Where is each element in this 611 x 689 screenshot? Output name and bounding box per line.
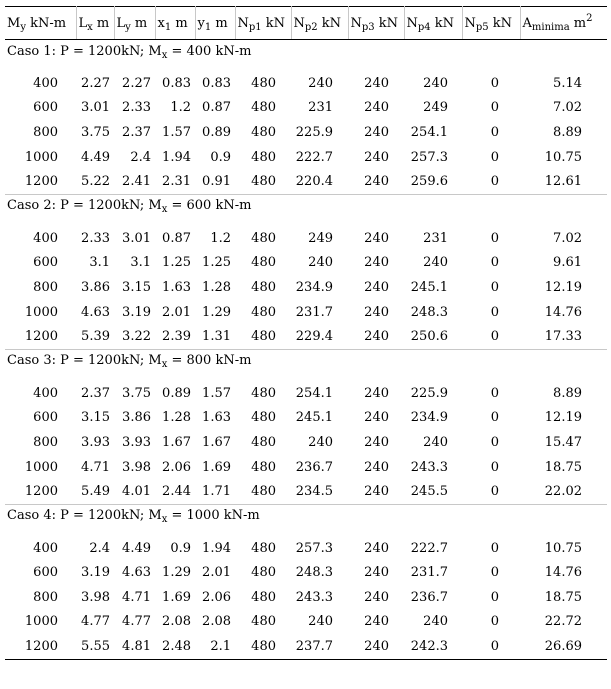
table-cell: 1.25 [202,255,231,271]
table-cell: 480 [251,174,276,190]
header-ly: $L_y$ m [114,7,155,40]
table-cell: 237.7 [291,634,348,659]
table-cell: 0 [490,149,499,165]
table-cell: 2.39 [162,329,191,345]
header-y1: $y_1$ m [195,7,235,40]
table-row [5,585,607,610]
table-row [5,275,607,300]
table-cell: 0 [490,589,499,605]
table-cell: 234.9 [410,410,448,426]
table-row [5,226,607,251]
table-cell: 0 [490,230,499,246]
table-cell: 400 [33,75,58,91]
table-cell: 480 [251,484,276,500]
section-spacer [5,217,607,226]
table-cell: 243.3 [295,589,333,605]
table-cell: 0 [490,459,499,475]
table-cell: 480 [251,279,276,295]
table-cell: 1.29 [162,565,191,581]
table-row [5,120,607,145]
table-cell: 9.61 [553,255,582,271]
table-cell: 2.27 [81,75,110,91]
table-cell: 254.1 [410,124,448,140]
table-cell: 1.71 [202,484,231,500]
table-cell: 2.06 [162,459,191,475]
table-cell: 1000 [24,459,58,475]
table-cell: 240 [364,385,389,401]
table-cell: 236.7 [295,459,333,475]
table-cell: 3.93 [122,434,151,450]
table-cell: 480 [251,329,276,345]
table-cell: 10.75 [544,149,582,165]
table-cell: 2.37 [122,124,151,140]
table-cell: 1.2 [210,230,231,246]
table-cell: 240 [364,434,389,450]
table-cell: 240 [364,459,389,475]
table-cell: 2.33 [81,230,110,246]
table-cell: 222.7 [295,149,333,165]
table-cell: 2.33 [122,100,151,116]
table-cell: 600 [33,255,58,271]
table-cell: 1000 [24,304,58,320]
table-cell: 3.1 [130,255,151,271]
table-cell: 240 [364,279,389,295]
table-cell: 18.75 [544,459,582,475]
header-x1: $x_1$ m [155,7,195,40]
table-cell: 0 [490,304,499,320]
table-row [5,479,607,504]
table-cell: 0.89 [162,385,191,401]
header-np4: $N_{p4}$ kN [404,7,462,40]
table-cell: 234.5 [295,484,333,500]
table-cell: 800 [33,279,58,295]
table-cell: 240 [364,75,389,91]
table-cell: 0.9 [170,540,191,556]
table-cell: 14.76 [544,304,582,320]
table-cell: 0 [490,565,499,581]
results-table [5,6,607,660]
table-cell: 240 [348,634,404,659]
table-cell: 2.08 [162,614,191,630]
table-cell: 3.98 [122,459,151,475]
table-cell: 0 [490,174,499,190]
table-cell: 234.9 [295,279,333,295]
table-cell: 240 [364,329,389,345]
table-cell: 26.69 [520,634,607,659]
table-cell: 0.83 [202,75,231,91]
table-cell: 14.76 [544,565,582,581]
table-cell: 4.01 [122,484,151,500]
table-cell: 0.87 [202,100,231,116]
table-cell: 800 [33,434,58,450]
table-row [5,430,607,455]
table-cell: 245.1 [410,279,448,295]
table-row [5,381,607,406]
section-caption-row [5,194,607,217]
table-cell: 1.94 [162,149,191,165]
section-caption: Caso 1: P = 1200kN; $M_x = 400$ kN-m [5,40,607,63]
table-cell: 800 [33,124,58,140]
section-spacer [5,62,607,71]
table-cell: 1.25 [162,255,191,271]
table-cell: 231 [423,230,448,246]
section-caption-row [5,40,607,63]
table-cell: 0 [490,329,499,345]
table-cell: 4.77 [122,614,151,630]
table-cell: 2.08 [202,614,231,630]
table-cell: 231.7 [410,565,448,581]
table-cell: 600 [33,100,58,116]
table-cell: 4.63 [122,565,151,581]
table-cell: 4.81 [114,634,155,659]
table-cell: 7.02 [553,100,582,116]
table-cell: 240 [308,434,333,450]
table-cell: 250.6 [410,329,448,345]
table-cell: 2.41 [122,174,151,190]
table-cell: 1.28 [162,410,191,426]
table-cell: 0 [490,279,499,295]
table-cell: 1.57 [202,385,231,401]
section-caption: Caso 4: P = 1200kN; $M_x = 1000$ kN-m [5,504,607,527]
table-cell: 240 [308,255,333,271]
table-row [5,71,607,96]
table-cell: 480 [251,565,276,581]
table-row [5,300,607,325]
table-cell: 240 [364,255,389,271]
table-cell: 2.48 [155,634,195,659]
table-cell: 7.02 [553,230,582,246]
table-cell: 5.14 [553,75,582,91]
table-cell: 3.75 [122,385,151,401]
table-cell: 400 [33,385,58,401]
table-cell: 4.49 [122,540,151,556]
table-cell: 229.4 [295,329,333,345]
table-cell: 0 [490,410,499,426]
table-cell: 4.49 [81,149,110,165]
table-cell: 0 [490,540,499,556]
table-cell: 1.29 [202,304,231,320]
table-cell: 800 [33,589,58,605]
table-cell: 249 [308,230,333,246]
table-cell: 240 [364,540,389,556]
table-cell: 480 [251,540,276,556]
table-cell: 0 [490,385,499,401]
table-cell: 243.3 [410,459,448,475]
table-row [5,406,607,431]
table-cell: 3.86 [81,279,110,295]
table-cell: 1000 [24,614,58,630]
table-cell: 5.22 [81,174,110,190]
table-cell: 257.3 [410,149,448,165]
table-cell: 257.3 [295,540,333,556]
table-cell: 240 [423,255,448,271]
table-cell: 480 [251,459,276,475]
table-cell: 1200 [24,484,58,500]
header-np2: $N_{p2}$ kN [291,7,348,40]
table-cell: 480 [251,589,276,605]
table-cell: 3.1 [89,255,110,271]
table-cell: 225.9 [410,385,448,401]
table-cell: 240 [423,434,448,450]
table-cell: 0.91 [202,174,231,190]
table-cell: 480 [251,124,276,140]
table-row [5,145,607,170]
table-cell: 4.77 [81,614,110,630]
table-cell: 2.31 [162,174,191,190]
table-cell: 4.71 [122,589,151,605]
table-cell: 1200 [24,329,58,345]
table-cell: 17.33 [544,329,582,345]
header-np5: $N_{p5}$ kN [462,7,520,40]
table-cell: 3.98 [81,589,110,605]
section-caption: Caso 3: P = 1200kN; $M_x = 800$ kN-m [5,349,607,372]
table-cell: 1.69 [202,459,231,475]
table-row [5,324,607,349]
table-cell: 254.1 [295,385,333,401]
table-cell: 3.15 [122,279,151,295]
table-cell: 240 [364,174,389,190]
table-cell: 1.94 [202,540,231,556]
table-cell: 1.67 [162,434,191,450]
table-cell: 249 [423,100,448,116]
table-cell: 4.71 [81,459,110,475]
table-cell: 240 [364,149,389,165]
table-cell: 240 [364,565,389,581]
table-cell: 3.22 [122,329,151,345]
section-caption: Caso 2: P = 1200kN; $M_x = 600$ kN-m [5,194,607,217]
section-caption-row [5,504,607,527]
table-cell: 240 [364,410,389,426]
table-cell: 8.89 [553,385,582,401]
table-row [5,536,607,561]
table-cell: 5.39 [81,329,110,345]
table-cell: 1.28 [202,279,231,295]
table-cell: 12.61 [544,174,582,190]
table-cell: 3.01 [122,230,151,246]
table-cell: 245.5 [410,484,448,500]
table-cell: 2.4 [89,540,110,556]
table-cell: 2.44 [162,484,191,500]
table-cell: 480 [251,434,276,450]
table-cell: 0.83 [162,75,191,91]
table-cell: 240 [364,124,389,140]
table-cell: 22.02 [544,484,582,500]
section-caption-row [5,349,607,372]
table-cell: 2.01 [202,565,231,581]
table-cell: 2.06 [202,589,231,605]
header-my: $M_y$ kN-m [5,7,76,40]
table-cell: 240 [308,75,333,91]
table-row [5,610,607,635]
table-cell: 8.89 [553,124,582,140]
table-row [5,251,607,276]
table-cell: 3.19 [122,304,151,320]
table-cell: 1000 [24,149,58,165]
table-cell: 245.1 [295,410,333,426]
table-cell: 1.67 [202,434,231,450]
table-cell: 0 [490,124,499,140]
table-cell: 400 [33,540,58,556]
table-cell: 1.63 [162,279,191,295]
table-cell: 0 [490,614,499,630]
table-cell: 480 [251,614,276,630]
table-cell: 3.86 [122,410,151,426]
table-cell: 2.27 [122,75,151,91]
table-cell: 231 [308,100,333,116]
table-cell: 600 [33,565,58,581]
table-cell: 480 [235,634,291,659]
table-cell: 1.57 [162,124,191,140]
table-row [5,169,607,194]
table-cell: 240 [423,75,448,91]
table-cell: 0 [490,255,499,271]
table-cell: 240 [423,614,448,630]
section-spacer [5,527,607,536]
table-cell: 248.3 [295,565,333,581]
table-cell: 1200 [5,634,76,659]
table-cell: 0.9 [210,149,231,165]
table-cell: 222.7 [410,540,448,556]
table-cell: 236.7 [410,589,448,605]
table-cell: 240 [364,614,389,630]
table-cell: 3.15 [81,410,110,426]
table-row [5,96,607,121]
table-cell: 1.31 [202,329,231,345]
table-cell: 12.19 [544,279,582,295]
header-amin: $A_{minima}$ $m^2$ [520,7,607,40]
table-cell: 240 [364,304,389,320]
table-cell: 1.69 [162,589,191,605]
header-lx: $L_x$ m [76,7,114,40]
table-cell: 0.89 [202,124,231,140]
table-cell: 480 [251,149,276,165]
table-cell: 240 [364,100,389,116]
table-row [5,634,607,659]
table-cell: 18.75 [544,589,582,605]
header-np1: $N_{p1}$ kN [235,7,291,40]
table-cell: 3.93 [81,434,110,450]
table-cell: 2.37 [81,385,110,401]
table-cell: 5.55 [76,634,114,659]
table-cell: 600 [33,410,58,426]
table-cell: 240 [308,614,333,630]
table-row [5,455,607,480]
table-cell: 480 [251,100,276,116]
table-cell: 480 [251,304,276,320]
table-cell: 22.72 [544,614,582,630]
table-header-row [5,7,607,40]
header-np3: $N_{p3}$ kN [348,7,404,40]
table-cell: 220.4 [295,174,333,190]
table-cell: 5.49 [81,484,110,500]
table-body [5,40,607,660]
table-cell: 0 [490,100,499,116]
table-cell: 400 [33,230,58,246]
table-cell: 3.19 [81,565,110,581]
table-cell: 242.3 [404,634,462,659]
table-cell: 231.7 [295,304,333,320]
table-cell: 4.63 [81,304,110,320]
table-cell: 12.19 [544,410,582,426]
table-cell: 240 [364,484,389,500]
table-cell: 0 [490,75,499,91]
table-cell: 15.47 [544,434,582,450]
table-cell: 1.2 [170,100,191,116]
section-spacer [5,372,607,381]
table-cell: 480 [251,75,276,91]
table-cell: 3.75 [81,124,110,140]
table-cell: 240 [364,230,389,246]
table-cell: 225.9 [295,124,333,140]
table-cell: 0 [490,484,499,500]
table-cell: 480 [251,255,276,271]
table-cell: 0.87 [162,230,191,246]
table-cell: 248.3 [410,304,448,320]
table-cell: 1.63 [202,410,231,426]
table-cell: 0 [462,634,520,659]
table-cell: 3.01 [81,100,110,116]
table-cell: 480 [251,385,276,401]
table-cell: 2.4 [130,149,151,165]
table-cell: 2.1 [195,634,235,659]
table-cell: 480 [251,410,276,426]
table-cell: 259.6 [410,174,448,190]
table-cell: 480 [251,230,276,246]
table-row [5,561,607,586]
table-cell: 10.75 [544,540,582,556]
table-cell: 1200 [24,174,58,190]
table-cell: 240 [364,589,389,605]
table-cell: 0 [490,434,499,450]
table-cell: 2.01 [162,304,191,320]
